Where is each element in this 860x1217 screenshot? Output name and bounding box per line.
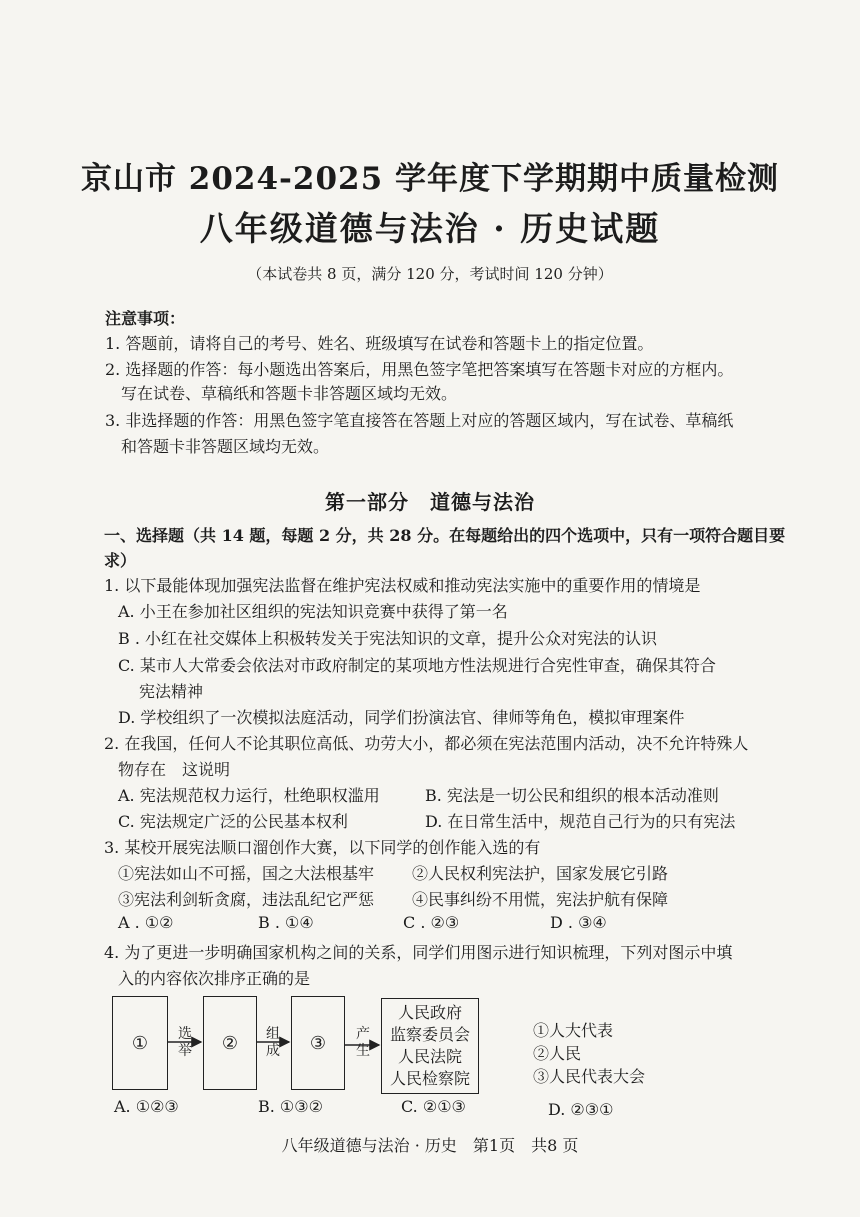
q4-key-1: ①人大代表 [533, 1021, 614, 1040]
q2-option-d: D. 在日常生活中，规范自己行为的只有宪法 [425, 812, 736, 831]
q2-option-a: A. 宪法规范权力运行，杜绝职权滥用 [118, 786, 380, 805]
q4-key-3: ③人民代表大会 [533, 1067, 646, 1086]
q2-option-b: B. 宪法是一切公民和组织的根本活动准则 [425, 786, 719, 805]
q1-option-a: A. 小王在参加社区组织的宪法知识竞赛中获得了第一名 [118, 602, 508, 621]
page-footer: 八年级道德与法治 · 历史 第1页 共8 页 [281, 1136, 579, 1155]
notice-item: 2. 选择题的作答：每小题选出答案后，用黑色签字笔把答案填写在答题卡对应的方框内。 [105, 360, 734, 379]
q3-option-d: D . ③④ [550, 913, 607, 932]
diagram-box-2 [203, 996, 257, 1090]
q4-option-b: B. ①③② [258, 1097, 323, 1116]
notice-heading: 注意事项： [105, 309, 186, 328]
diagram-organs-box [381, 998, 479, 1094]
q4-stem-cont: 入的内容依次排序正确的是 [118, 969, 311, 988]
exam-subtitle: （本试卷共 8 页，满分 120 分，考试时间 120 分钟） [247, 265, 613, 283]
arrow-label-compose [265, 1026, 281, 1060]
q4-option-d: D. ②③① [548, 1100, 614, 1119]
arrow-label-elect [177, 1026, 193, 1060]
section-instructions-cont: 求） [104, 551, 137, 570]
diagram-box-2-label: ② [221, 1032, 239, 1054]
arrow-label-produce [355, 1026, 371, 1060]
q4-key-2: ②人民 [533, 1044, 582, 1063]
q3-stem: 3. 某校开展宪法顺口溜创作大赛，以下同学的创作能入选的有 [104, 838, 541, 857]
organ-label: 人民政府 [397, 1003, 462, 1022]
q3-statement-2: ②人民权利宪法护，国家发展它引路 [412, 864, 669, 883]
arrow-label-char: 组 [266, 1026, 280, 1042]
q2-stem: 2. 在我国，任何人不论其职位高低、功劳大小，都必须在宪法范围内活动，决不允许特殊人 [104, 734, 749, 753]
q2-stem-cont: 物存在 这说明 [118, 760, 231, 779]
notice-item: 和答题卡非答题区域均无效。 [121, 437, 330, 456]
q1-option-c-cont: 宪法精神 [139, 682, 204, 701]
arrow-label-char: 举 [178, 1043, 192, 1059]
q1-option-b: B . 小红在社交媒体上积极转发关于宪法知识的文章，提升公众对宪法的认识 [118, 629, 658, 648]
exam-title-line1: 京山市 2024-2025 学年度下学期期中质量检测 [80, 161, 779, 197]
organ-label: 监察委员会 [389, 1025, 470, 1044]
diagram-box-3-label: ③ [309, 1032, 327, 1054]
q4-option-c: C. ②①③ [401, 1097, 466, 1116]
organ-label: 人民法院 [397, 1047, 462, 1066]
diagram-box-1-label: ① [131, 1032, 149, 1054]
q1-option-d: D. 学校组织了一次模拟法庭活动，同学们扮演法官、律师等角色，模拟审理案件 [118, 708, 685, 727]
q3-option-a: A . ①② [118, 913, 174, 932]
q3-statement-4: ④民事纠纷不用慌，宪法护航有保障 [412, 890, 669, 909]
exam-title-line2: 八年级道德与法治 · 历史试题 [199, 209, 661, 248]
q3-option-b: B . ①④ [258, 913, 314, 932]
q4-stem: 4. 为了更进一步明确国家机构之间的关系，同学们用图示进行知识梳理，下列对图示中填 [104, 943, 733, 962]
q3-option-c: C . ②③ [403, 913, 460, 932]
arrow-label-char: 产 [356, 1026, 370, 1042]
arrow-label-char: 生 [356, 1043, 370, 1059]
diagram-box-3 [291, 996, 345, 1090]
arrow-label-char: 成 [266, 1043, 280, 1059]
part1-title: 第一部分 道德与法治 [325, 490, 535, 514]
notice-item: 写在试卷、草稿纸和答题卡非答题区域均无效。 [121, 384, 458, 403]
q1-option-c: C. 某市人大常委会依法对市政府制定的某项地方性法规进行合宪性审查，确保其符合 [118, 656, 716, 675]
organ-label: 人民检察院 [389, 1069, 470, 1088]
notice-item: 3. 非选择题的作答：用黑色签字笔直接答在答题上对应的答题区域内，写在试卷、草稿纸 [105, 411, 734, 430]
q1-stem: 1. 以下最能体现加强宪法监督在维护宪法权威和推动宪法实施中的重要作用的情境是 [104, 576, 701, 595]
arrow-label-char: 选 [178, 1026, 192, 1042]
q3-statement-3: ③宪法利剑斩贪腐，违法乱纪它严惩 [118, 890, 375, 909]
q4-option-a: A. ①②③ [114, 1097, 179, 1116]
q3-statement-1: ①宪法如山不可摇，国之大法根基牢 [118, 864, 375, 883]
section-instructions: 一、选择题（共 14 题，每题 2 分，共 28 分。在每题给出的四个选项中，只有一项符合题目要 [104, 526, 786, 545]
diagram-box-1 [112, 996, 168, 1090]
q2-option-c: C. 宪法规定广泛的公民基本权利 [118, 812, 348, 831]
notice-item: 1. 答题前，请将自己的考号、姓名、班级填写在试卷和答题卡上的指定位置。 [105, 334, 654, 353]
